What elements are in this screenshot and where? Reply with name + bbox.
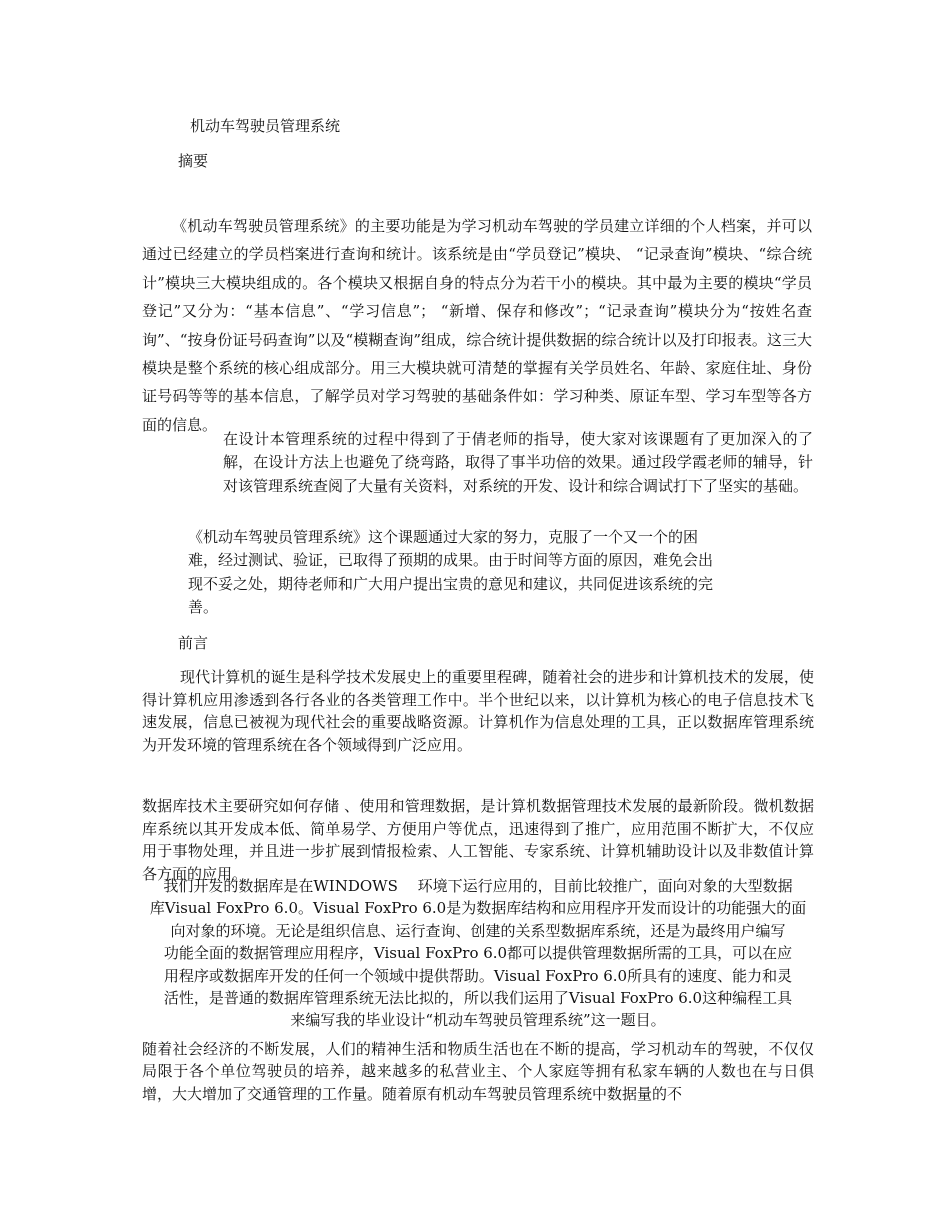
- preface-paragraph-2: 数据库技术主要研究如何存储 、使用和管理数据，是计算机数据管理技术发展的最新阶段。微机数据库系统以其开发成本低、简单易学、方便用户等优点，迅速得到了推广，应用范围不断扩大，不仅应用于事物处理，并且进一步扩展到情报检索、人工智能、专家系统、计算机辅助设计以及非数值计算各方面的应用。: [142, 797, 814, 883]
- preface-paragraph-3-line: 库Visual FoxPro 6.0。Visual FoxPro 6.0是为数据库结构和应用程序开发而设计的功能强大的面: [149, 899, 807, 918]
- preface-paragraph-3: [142, 875, 814, 1032]
- preface-paragraph-1: 现代计算机的诞生是科学技术发展史上的重要里程碑，随着社会的进步和计算机技术的发展，使得计算机应用渗透到各行各业的各类管理工作中。半个世纪以来，以计算机为核心的电子信息技术飞速发展，信息已被视为现代社会的重要战略资源。计算机作为信息处理的工具，正以数据库管理系统为开发环境的管理系统在各个领域得到广泛应用。: [142, 668, 814, 754]
- preface-paragraph-3-line: 用程序或数据库开发的任何一个领域中提供帮助。Visual FoxPro 6.0所具有的速度、能力和灵: [163, 966, 793, 985]
- abstract-heading: 摘要: [178, 152, 209, 170]
- document-title: 机动车驾驶员管理系统: [190, 117, 341, 135]
- abstract-paragraph-2: 在设计本管理系统的过程中得到了于倩老师的指导，使大家对该课题有了更加深入的了解，在设计方法上也避免了绕弯路，取得了事半功倍的效果。通过段学霞老师的辅导，针对该管理系统查阅了大量有关资料，对系统的开发、设计和综合调试打下了坚实的基础。: [223, 430, 813, 495]
- preface-paragraph-3-line: 向对象的环境。无论是组织信息、运行查询、创建的关系型数据库系统，还是为最终用户编写: [170, 921, 786, 940]
- preface-paragraph-3-line: 功能全面的数据管理应用程序，Visual FoxPro 6.0都可以提供管理数据所需的工具，可以在应: [163, 944, 793, 963]
- preface-paragraph-3-line: 我们开发的数据库是在WINDOWS 环境下运行应用的，目前比较推广，面向对象的大型数据: [163, 877, 793, 895]
- abstract-paragraph-3: 《机动车驾驶员管理系统》这个课题通过大家的努力，克服了一个又一个的困难，经过测试、验证，已取得了预期的成果。由于时间等方面的原因，难免会出现不妥之处，期待老师和广大用户提出宝贵的意见和建议，共同促进该系统的完善。: [188, 528, 714, 617]
- preface-paragraph-4: 随着社会经济的不断发展，人们的精神生活和物质生活也在不断的提高，学习机动车的驾驶，不仅仅局限于各个单位驾驶员的培养，越来越多的私营业主、个人家庭等拥有私家车辆的人数也在与日俱增，大大增加了交通管理的工作量。随着原有机动车驾驶员管理系统中数据量的不: [142, 1040, 814, 1103]
- preface-paragraph-3-line: 活性，是普通的数据库管理系统无法比拟的，所以我们运用了Visual FoxPro 6.0这种编程工具: [163, 989, 793, 1008]
- preface-heading: 前言: [178, 634, 209, 652]
- preface-paragraph-3-line: 来编写我的毕业设计“机动车驾驶员管理系统”这一题目。: [290, 1011, 666, 1030]
- abstract-paragraph-1: 《机动车驾驶员管理系统》的主要功能是为学习机动车驾驶的学员建立详细的个人档案，并可以通过已经建立的学员档案进行查询和统计。该系统是由“学员登记”模块、 “记录查询”模块、“综合统计”模块三大模块组成的。各个模块又根据自身的特点分为若干小的模块。其中最为主要的模块“学员登记”又分为：“基本信息”、“学习信息”； “新增、保存和修改”；“记录查询”模块分为“按姓名查询”、“按身份证号码查询”以及“模糊查询”组成，综合统计提供数据的综合统计以及打印报表。这三大模块是整个系统的核心组成部分。用三大模块就可清楚的掌握有关学员姓名、年龄、家庭住址、身份证号码等等的基本信息，了解学员对学习驾驶的基础条件如：学习种类、原证车型、学习车型等各方面的信息。: [142, 217, 812, 434]
